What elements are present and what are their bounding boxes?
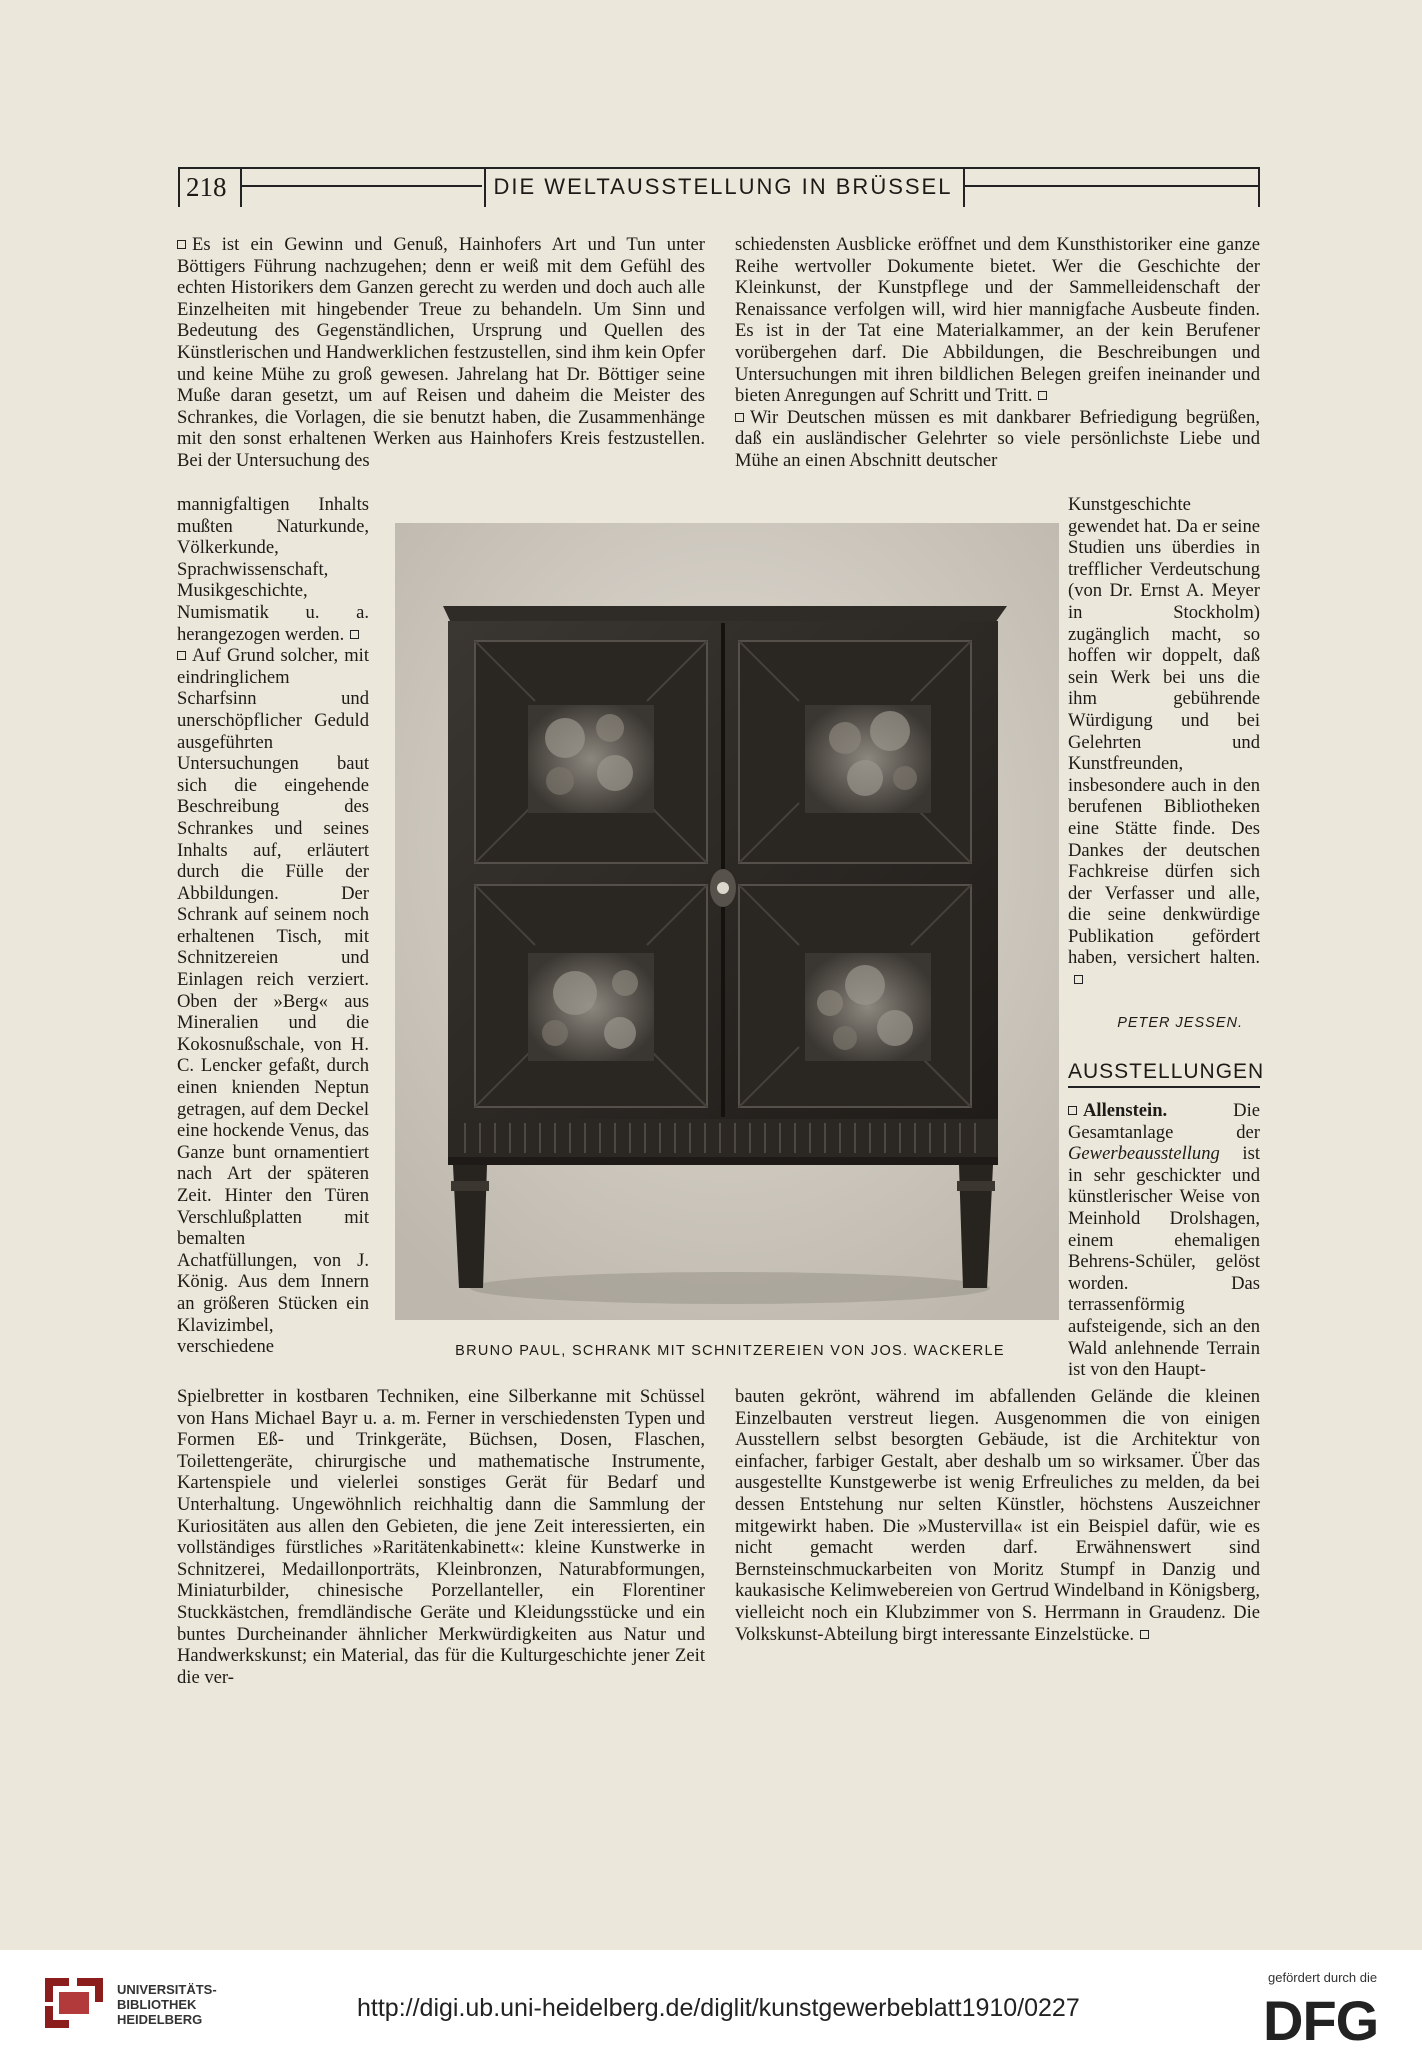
paragraph-end-marker-icon xyxy=(1038,391,1047,400)
paragraph: Wir Deutschen müssen es mit dankbarer Befriedigung begrüßen, daß ein ausländischer Gelehrter so viele persönlichste Liebe und Mühe an einen Abschnitt deutscher xyxy=(735,406,1260,471)
paragraph: Kunstgeschichte gewendet hat. Da er seine Studien uns überdies in trefflicher Verdeutschung (von Dr. Ernst A. Meyer in Stockholm) zugänglich macht, so hoffen wir doppelt, daß sein Werk bei uns die ihm gebührende Würdigung und bei Gelehrten und Kunstfreunden, insbesondere auch in den berufenen Bibliotheken eine Stätte finde. Des Dankes der deutschen Fachkreise dürfen sich der Verfasser und alle, die seine denkwürdige Publikation gefördert haben, versichert halten. xyxy=(1068,494,1260,969)
paragraph: Auf Grund solcher, mit eindringlichem Scharfsinn und unerschöpflicher Geduld ausgeführten Untersuchungen baut sich die eingehende Beschreibung des Schrankes und seines Inhalts auf, erläutert durch die Fülle der Abbildungen. Der Schrank auf seinem noch erhaltenen Tisch, mit Schnitzereien und Einlagen reich verziert. Oben der »Berg« aus Mineralien und die Kokosnußschale, von H. C. Lencker gefaßt, durch einen knienden Neptun getragen, auf dem Deckel eine hockende Venus, das Ganze bunt ornamentiert nach Art der späteren Zeit. Hinter den Türen Verschlußplatten mit bemalten Achatfüllungen, von J. König. Aus dem Innern an größeren Stücken ein Klavizimbel, verschiedene xyxy=(177,645,369,1358)
running-title: DIE WELTAUSSTELLUNG IN BRÜSSEL xyxy=(493,174,953,199)
text: ist in sehr geschickter und künstlerischer Weise von Meinhold Drolshagen, einem ehemaligen Behrens-Schüler, gelöst worden. Das terrassenförmig aufsteigende, sich an den Wald anlehnende Terrain ist von den Haupt- xyxy=(1068,1143,1260,1381)
left-column-narrow xyxy=(177,494,369,1358)
paragraph-marker-icon xyxy=(735,413,744,422)
cabinet-photograph xyxy=(395,523,1059,1320)
right-column-narrow xyxy=(1068,494,1260,991)
right-column-bottom xyxy=(735,1386,1260,1645)
carved-panel xyxy=(805,953,931,1061)
left-column-bottom xyxy=(177,1386,705,1688)
carved-panel xyxy=(528,705,654,813)
place-name: Allenstein. xyxy=(1083,1100,1168,1121)
dfg-logo: DFG xyxy=(1263,1989,1379,2052)
library-name-line: UNIVERSITÄTS- xyxy=(117,1982,217,1997)
emphasis: Gewerbeausstellung xyxy=(1068,1143,1220,1165)
permalink[interactable]: http://digi.ub.uni-heidelberg.de/diglit/kunstgewerbeblatt1910/0227 xyxy=(357,1994,1080,2022)
author-signature: PETER JESSEN. xyxy=(1117,1015,1243,1031)
paragraph: schiedensten Ausblicke eröffnet und dem Kunsthistoriker eine ganze Reihe wertvoller Dokumente bietet. Wer die Geschichte der Kleinkunst, der Kunstpflege und der Sammelleidenschaft der Renaissance verfolgen will, wird hier mannigfache Ausbeute finden. Es ist in der Tat eine Materialkammer, an der kein Berufener vorübergehen darf. Die Abbildungen, die Beschreibungen und Untersuchungen mit ihren bildlichen Belegen greifen ineinander und bieten Anregungen auf Schritt und Tritt. xyxy=(735,234,1260,407)
digitization-footer xyxy=(0,1950,1422,2053)
paragraph: mannigfaltigen Inhalts mußten Naturkunde, Völkerkunde, Sprachwissenschaft, Musikgeschichte, Numismatik u. a. herangezogen werden. xyxy=(177,494,369,645)
running-header xyxy=(178,167,1260,209)
library-name-line: HEIDELBERG xyxy=(117,2012,203,2027)
allenstein-paragraph xyxy=(1068,1100,1260,1381)
section-heading: AUSSTELLUNGEN xyxy=(1068,1060,1260,1088)
page-number: 218 xyxy=(186,172,227,202)
library-name-line: BIBLIOTHEK xyxy=(117,1997,197,2012)
carved-panel xyxy=(805,705,931,813)
paragraph: Es ist ein Gewinn und Genuß, Hainhofers Art und Tun unter Böttigers Führung nachzugehen; denn er weiß mit dem Gefühl des echten Historikers dem Ganzen gerecht zu werden und doch auch alle Einzelheiten mit hingebender Treue zu behandeln. Um Sinn und Bedeutung des Gegenständlichen, Ursprung und Quellen des Künstlerischen und Handwerklichen festzustellen, sind ihm kein Opfer und keine Mühe zu groß gewesen. Jahrelang hat Dr. Böttiger seine Muße daran gesetzt, um auf Reisen und daheim die Meister des Schrankes, die Vorlagen, die sie benutzt haben, die Zusammenhänge mit den sonst erhaltenen Werken aus Hainhofers Kreis festzustellen. Bei der Untersuchung des xyxy=(177,234,705,471)
paragraph-marker-icon xyxy=(177,240,186,249)
paragraph: bauten gekrönt, während im abfallenden Gelände die kleinen Einzelbauten verstreut liegen. Ausgenommen die von einigen Ausstellern selbst besorgten Gebäude, ist die Architektur von einfacher, farbiger Gestalt, aber deshalb um so wirksamer. Über das ausgestellte Kunstgewerbe ist wenig Erfreuliches zu melden, da bei dessen Entstehung nur selten Künstler, höchstens Auszeichner mitgewirkt haben. Die »Mustervilla« ist ein Beispiel dafür, wie es nicht gemacht werden darf. Erwähnenswert sind Bernsteinschmuckarbeiten von Moritz Stumpf in Danzig und kaukasische Kelimwebereien von Gertrud Windelband in Königsberg, vielleicht noch ein Klubzimmer von S. Herrmann in Graudenz. Die Volkskunst-Abteilung birgt interessante Einzelstücke. xyxy=(735,1386,1260,1645)
carved-panel xyxy=(528,953,654,1061)
library-mark-icon xyxy=(45,1978,103,2028)
text: Die Gesamtanlage der xyxy=(1068,1100,1260,1143)
paragraph-end-marker-icon xyxy=(350,630,359,639)
paragraph-end-marker-icon xyxy=(1074,975,1083,984)
right-column-top xyxy=(735,234,1260,472)
paragraph-marker-icon xyxy=(1068,1106,1077,1115)
paragraph-end-marker-icon xyxy=(1140,1630,1149,1639)
left-column-top xyxy=(177,234,705,472)
figure-caption: BRUNO PAUL, SCHRANK MIT SCHNITZEREIEN VON JOS. WACKERLE xyxy=(455,1343,1005,1359)
sponsor-label: gefördert durch die xyxy=(1268,1970,1378,1985)
paragraph-marker-icon xyxy=(177,651,186,660)
paragraph: Spielbretter in kostbaren Techniken, eine Silberkanne mit Schüssel von Hans Michael Bayr u. a. m. Ferner in verschiedensten Typen und Formen Eß- und Trinkgeräte, Büchsen, Dosen, Flaschen, Toilettengeräte, chirurgische und mathematische Instrumente, Kartenspiele und vielerlei sonstiges Gerät für Bedarf und Unterhaltung. Ungewöhnlich reichhaltig dann die Sammlung der Kuriositäten aus allen den Gebieten, die jene Zeit interessierten, ein vollständiges fürstliches »Raritätenkabinett«: kleine Kunstwerke in Schnitzerei, Medaillonporträts, Kleinbronzen, Naturabformungen, Miniaturbilder, chinesische Porzellanteller, ein Florentiner Stuckkästchen, fremdländische Geräte und Kleidungsstücke und ein buntes Durcheinander ähnlicher Merkwürdigkeiten aus Natur und Handwerkskunst; ein Material, das für die Kulturgeschichte jener Zeit die ver- xyxy=(177,1386,705,1688)
